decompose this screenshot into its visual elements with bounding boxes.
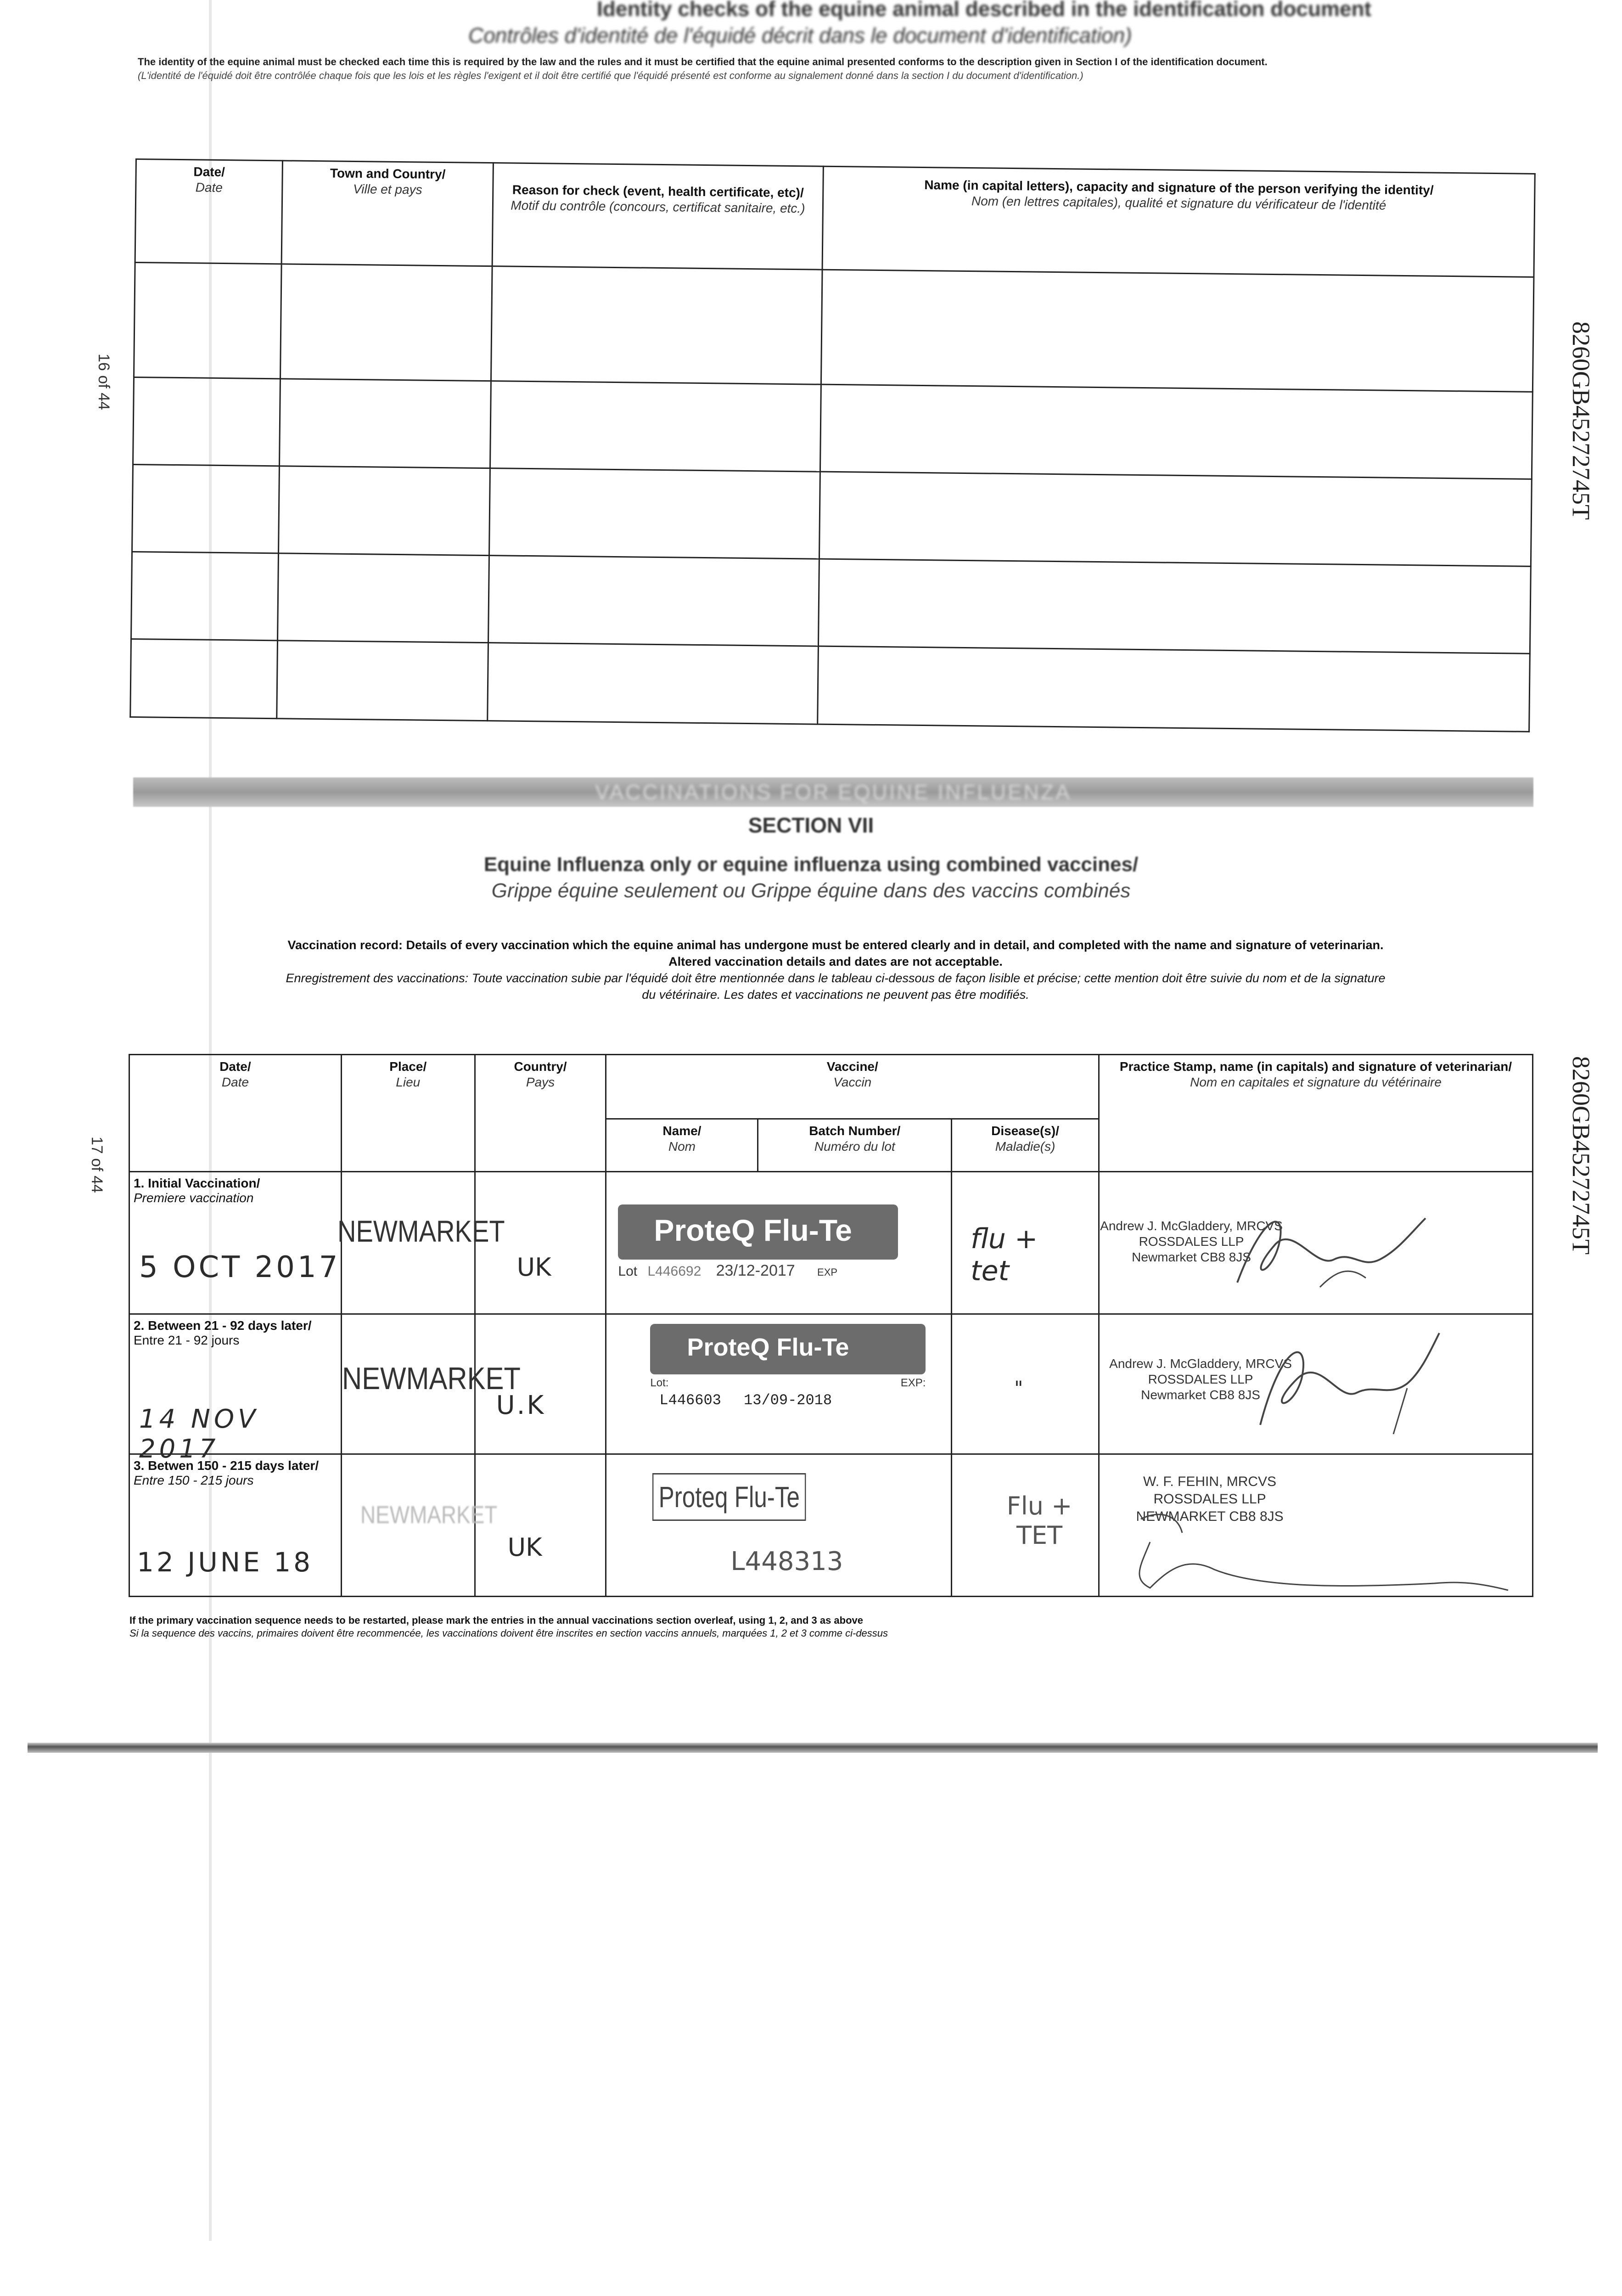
col-vaccine-name: Name/ Nom	[606, 1119, 758, 1172]
section-banner: VACCINATIONS FOR EQUINE INFLUENZA	[133, 777, 1533, 807]
vaccination-row-3	[129, 1454, 1533, 1597]
row-2-country-cell: U.K	[475, 1314, 606, 1454]
page-number-16: 16 of 44	[95, 354, 112, 410]
col-reason: Reason for check (event, health certificate, etc)/ Motif du contrôle (concours, certificat sanitaire, etc.)	[492, 163, 823, 270]
row-1-date-cell: 1. Initial Vaccination/ Premiere vaccination 5 OCT 2017	[129, 1172, 342, 1314]
identity-intro-en: The identity of the equine animal must be checked each time this is required by the law and the rules and it must be certified that the equine animal presented conforms to the description given in Section I of the identification document.	[138, 56, 1268, 68]
vaccination-record-note: Vaccination record: Details of every vaccination which the equine animal has undergone must be entered clearly and in detail, and completed with the name and signature of veterinarian. Altered vaccination details and dates are not acceptable. Enregistrement des vaccinations: Toute vaccination subie par l'équidé doit être mentionnée dans le tableau ci-dessous de façon lisible et précise; cette mention doit être suivie du nom et de la signature du vétérinaire. Les dates et vaccinations ne peuvent pas être modifiés.	[286, 938, 1386, 1002]
row-2-vaccine-cell: ProteQ Flu-Te Lot: EXP: L446603 13/09-2018	[606, 1314, 952, 1454]
table-row	[134, 263, 1534, 392]
section-subtitle-fr: Grippe équine seulement ou Grippe équine dans des vaccins combinés	[491, 879, 1131, 902]
col-place: Place/ Lieu	[341, 1055, 475, 1172]
row-1-country-cell: UK	[475, 1172, 606, 1314]
row-3-vaccine-cell: Proteq Flu-Te L448313	[606, 1454, 952, 1597]
blurred-heading-fr: Contrôles d'identité de l'équidé décrit dans le document d'identification)	[468, 23, 1132, 47]
row-1-vet-stamp-cell: Andrew J. McGladdery, MRCVS ROSSDALES LLP Newmarket CB8 8JS	[1099, 1172, 1533, 1314]
identity-check-table	[129, 158, 1536, 732]
page-number-17: 17 of 44	[88, 1137, 106, 1193]
row-2-vet-stamp-cell: Andrew J. McGladdery, MRCVS ROSSDALES LLP Newmarket CB8 8JS	[1099, 1314, 1533, 1454]
table-row	[131, 551, 1531, 653]
col-date: Date/ Date	[129, 1055, 342, 1172]
col-diseases: Disease(s)/ Maladie(s)	[952, 1119, 1099, 1172]
row-1-vaccine-cell: ProteQ Flu-Te Lot L446692 23/12-2017 EXP	[606, 1172, 952, 1314]
row-2-place-cell: NEWMARKET	[341, 1314, 475, 1454]
vaccine-label-sticker: ProteQ Flu-Te	[650, 1324, 926, 1374]
row-1-disease-cell: flu + tet	[952, 1172, 1099, 1314]
vaccination-table	[129, 1054, 1533, 1597]
identity-intro	[138, 55, 1524, 83]
restart-note: If the primary vaccination sequence needs to be restarted, please mark the entries in the annual vaccinations section overleaf, using 1, 2, and 3 as above Si la sequence des vaccins, primaires doivent être recommencée, les vaccinations doivent être inscrites en section vaccins annuels, marquées 1, 2 et 3 comme ci-dessus	[129, 1615, 888, 1639]
col-practice-stamp: Practice Stamp, name (in capitals) and signature of veterinarian/ Nom en capitales et signature du vétérinaire	[1099, 1055, 1533, 1172]
side-code-bottom: 8260GB45272745T	[1567, 1056, 1595, 1255]
row-3-country-cell: UK	[475, 1454, 606, 1597]
vet-signature-2	[1191, 1319, 1448, 1439]
row-2-date-cell: 2. Between 21 - 92 days later/ Entre 21 - 92 jours 14 NOV 2017	[129, 1314, 342, 1454]
section-subtitle-en: Equine Influenza only or equine influenza using combined vaccines/	[483, 853, 1139, 876]
vaccination-row-2	[129, 1314, 1533, 1454]
table-row	[130, 639, 1530, 732]
row-3-place-cell: NEWMARKET	[341, 1454, 475, 1597]
table-row	[133, 377, 1533, 479]
col-country: Country/ Pays	[475, 1055, 606, 1172]
page-edge-rule	[28, 1743, 1598, 1753]
table-row	[132, 464, 1532, 566]
row-3-disease-cell: Flu + TET	[952, 1454, 1099, 1597]
col-batch-number: Batch Number/ Numéro du lot	[758, 1119, 952, 1172]
section-title: SECTION VII	[748, 813, 874, 837]
col-date: Date/ Date	[135, 159, 282, 264]
vaccine-label-sticker: ProteQ Flu-Te	[618, 1204, 898, 1260]
row-2-disease-cell: "	[952, 1314, 1099, 1454]
side-code-top: 8260GB45272745T	[1567, 321, 1595, 520]
col-verifier: Name (in capital letters), capacity and signature of the person verifying the identity/ Nom (en lettres capitales), qualité et signature du vérificateur de l'identité	[822, 166, 1535, 277]
vet-signature-3	[1113, 1482, 1517, 1597]
blurred-heading-en: Identity checks of the equine animal described in the identification document	[597, 0, 1371, 21]
identity-intro-fr: (L'identité de l'équidé doit être contrôlée chaque fois que les lois et les règles l'exigent et il doit être certifié que l'équidé présenté est conforme au signalement donné dans la section I du document d'identification.)	[138, 70, 1083, 81]
vaccine-name-stamp: Proteq Flu-Te	[652, 1473, 806, 1521]
row-1-place-cell: NEWMARKET	[341, 1172, 475, 1314]
vet-signature-1	[1182, 1191, 1439, 1301]
row-3-date-cell: 3. Betwen 150 - 215 days later/ Entre 150 - 215 jours 12 JUNE 18	[129, 1454, 342, 1597]
vaccination-row-1	[129, 1172, 1533, 1314]
row-3-vet-stamp-cell: W. F. FEHIN, MRCVS ROSSDALES LLP NEWMARKET CB8 8JS	[1099, 1454, 1533, 1597]
col-vaccine: Vaccine/ Vaccin	[606, 1055, 1099, 1119]
col-town-country: Town and Country/ Ville et pays	[281, 161, 493, 266]
